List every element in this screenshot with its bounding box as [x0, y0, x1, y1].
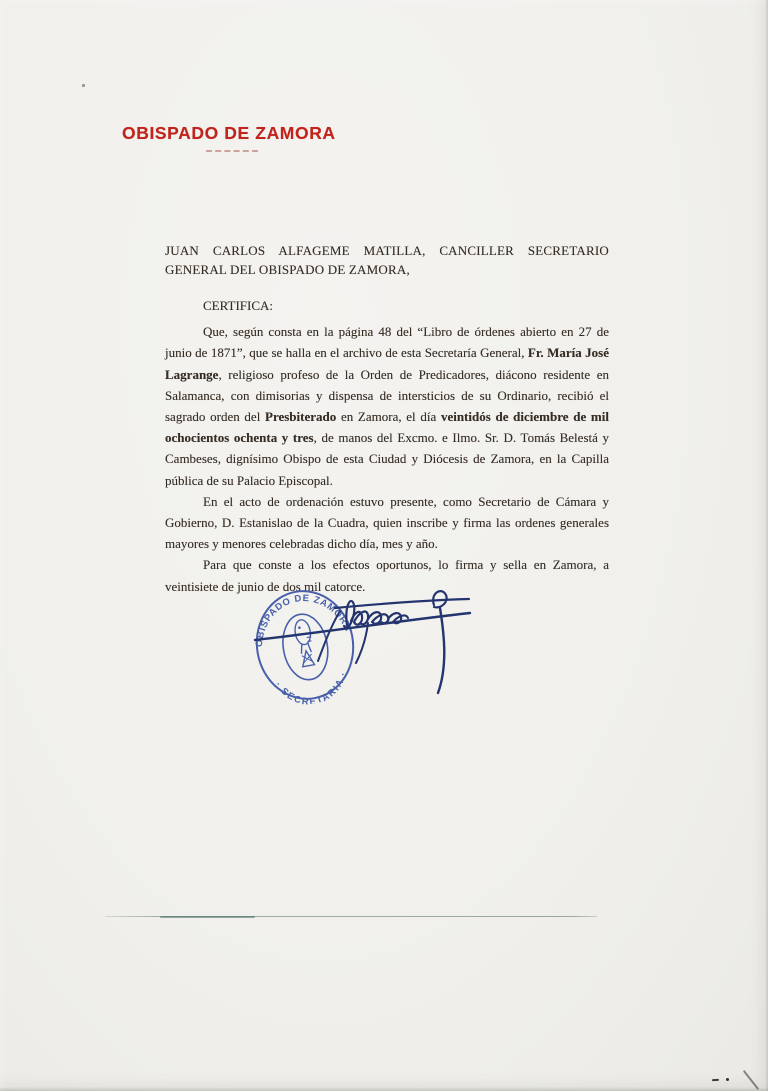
footer-rule-dark-segment [160, 916, 255, 918]
certifica-label: CERTIFICA: [203, 298, 274, 313]
paragraph-witness: En el acto de ordenación estuvo presente, como Secretario de Cámara y Gobierno, D. Estanislao de la Cuadra, quien inscribe y firma las ordenes generales mayores y menores celebradas dicho día, mes y año. [165, 493, 609, 552]
paragraph-certification: Que, según consta en la página 48 del “Libro de órdenes abierto en 27 de junio de 1871”, que se halla en el archivo de esta Secretaría General, Fr. María José Lagrange, religioso profeso de la Orden de Predicadores, diácono residente en Salamanca, con dimisorias y dispensa de intersticios de su Ordinario, recibió el sagrado orden del Presbiterado en Zamora, el día veintidós de diciembre de mil ochocientos ochenta y tres, de manos del Excmo. e Ilmo. Sr. D. Tomás Belestá y Cambeses, dignísimo Obispo de esta Ciudad y Diócesis de Zamora, en la Capilla pública de su Palacio Episcopal. [165, 324, 610, 488]
signature [248, 583, 478, 701]
seal-top-text: OBISPADO DE ZAMORA [253, 592, 354, 648]
paragraph-closing: Para que conste a los efectos oportunos, lo firma y sella en Zamora, a veintisiete de junio de dos mil catorce. [165, 557, 609, 594]
seal-bottom-text: · SECRETARIA · [272, 669, 350, 708]
scan-speck [82, 84, 85, 87]
footer-rule [105, 916, 597, 917]
letterhead-title: OBISPADO DE ZAMORA [122, 123, 336, 143]
scan-edge-shadow [0, 1087, 768, 1091]
scan-speck [726, 1078, 729, 1081]
letterhead-underline [206, 150, 258, 152]
document-body [165, 241, 609, 597]
addressee-line: JUAN CARLOS ALFAGEME MATILLA, CANCILLER SECRETARIO GENERAL DEL OBISPADO DE ZAMORA, [165, 243, 609, 277]
scan-speck [712, 1079, 719, 1081]
